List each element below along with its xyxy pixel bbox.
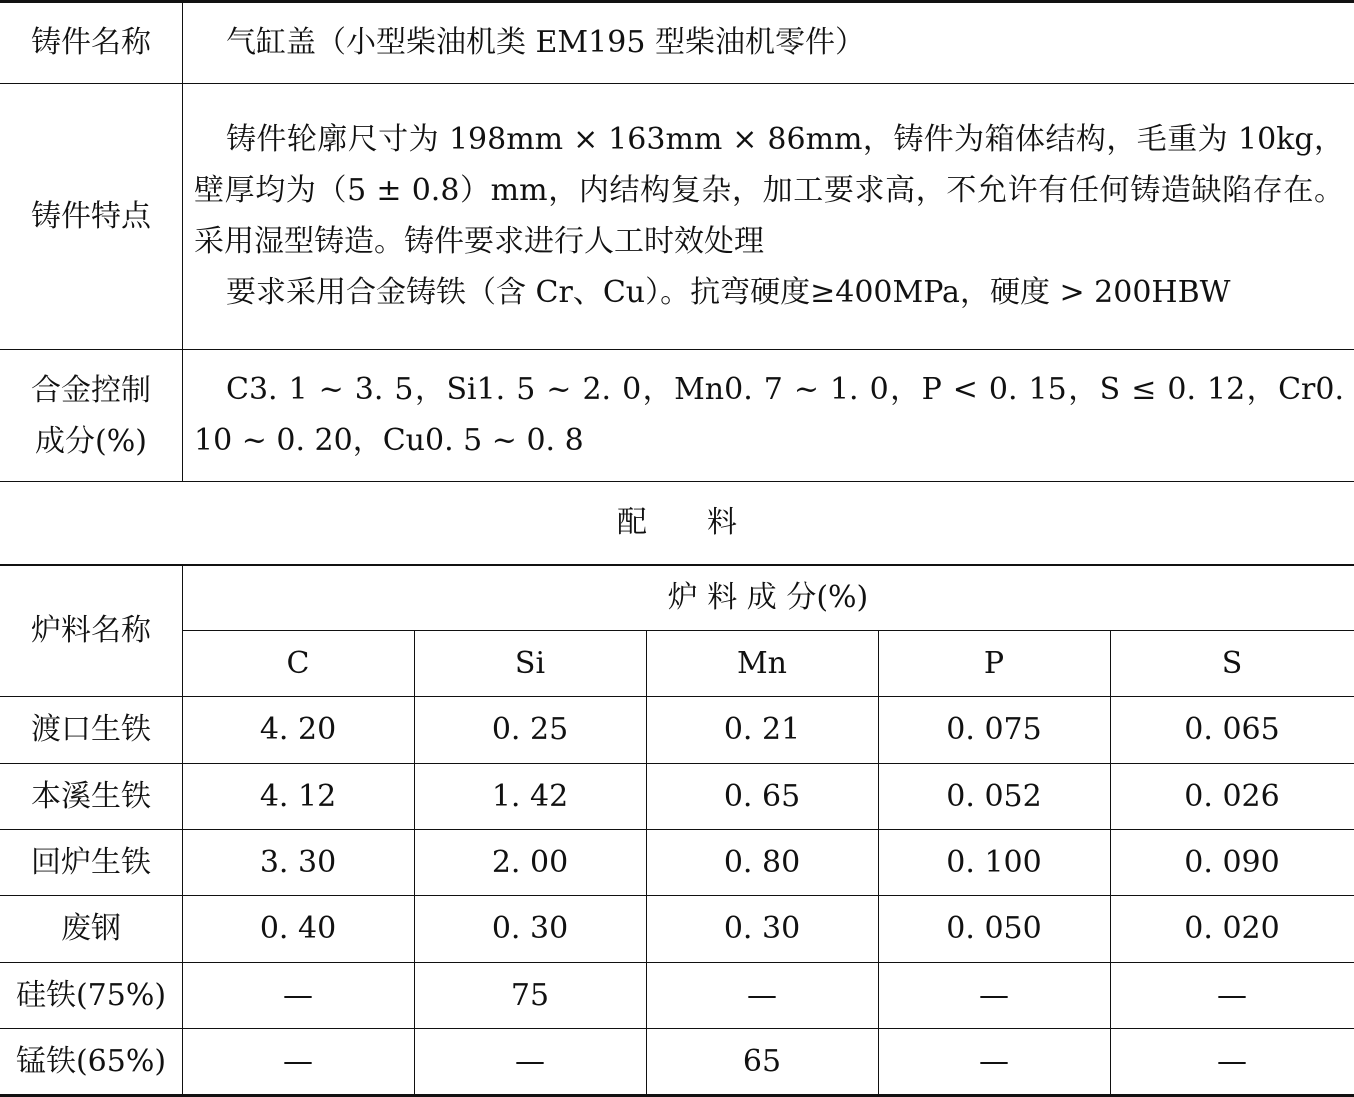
cell-c: — <box>283 977 313 1013</box>
cell-c: 4. 12 <box>259 778 337 814</box>
cell-mn: 65 <box>742 1043 782 1079</box>
charge-name-header: 炉料名称 <box>31 613 151 648</box>
cell-mn: 0. 80 <box>723 844 801 880</box>
row-name: 回炉生铁 <box>31 844 151 880</box>
casting-name-label: 铸件名称 <box>31 25 151 60</box>
alloy-value-text: C3. 1 ~ 3. 5，Si1. 5 ~ 2. 0，Mn0. 7 ~ 1. 0，P < 0. 15，S ≤ 0. 12，Cr0. 10 ~ 0. 20，Cu0. 5 ~ 0. 8 <box>194 372 1344 458</box>
cell-c: — <box>283 1043 313 1079</box>
rule-after-name <box>0 83 1354 84</box>
cell-p: 0. 052 <box>946 778 1042 814</box>
features-label: 铸件特点 <box>31 198 151 234</box>
cell-s: 0. 090 <box>1184 844 1280 880</box>
casting-name-value: 气缸盖（小型柴油机类 EM195 型柴油机零件） <box>226 25 865 60</box>
cell-si: 1. 42 <box>491 778 569 814</box>
alloy-label <box>0 350 182 481</box>
col-header-c: C <box>286 645 310 681</box>
cell-c: 4. 20 <box>259 712 337 747</box>
cell-s: 0. 020 <box>1184 911 1280 946</box>
cell-s: — <box>1217 977 1247 1013</box>
cell-p: 0. 075 <box>946 712 1042 747</box>
cell-mn: 0. 30 <box>723 911 801 946</box>
cell-s: 0. 065 <box>1184 712 1280 747</box>
cell-mn: — <box>747 977 777 1013</box>
cell-p: 0. 050 <box>946 911 1042 946</box>
cell-si: 75 <box>510 977 550 1013</box>
features-paragraph-1: 铸件轮廓尺寸为 198mm × 163mm × 86mm，铸件为箱体结构，毛重为 10kg，壁厚均为（5 ± 0.8）mm，内结构复杂，加工要求高，不允许有任何铸造缺陷存在。采用湿型铸造。铸件要求进行人工时效处理 <box>194 122 1344 259</box>
cell-p: — <box>979 1043 1009 1079</box>
row-name: 废钢 <box>61 911 121 946</box>
col-header-si: Si <box>514 645 546 681</box>
cell-c: 0. 40 <box>259 911 337 946</box>
cell-p: — <box>979 977 1009 1013</box>
row-name: 锰铁(65%) <box>15 1043 167 1079</box>
cell-s: — <box>1217 1043 1247 1079</box>
cell-c: 3. 30 <box>259 844 337 880</box>
section-title: 配 料 <box>617 505 737 540</box>
cell-mn: 0. 21 <box>723 712 801 747</box>
label-divider-top <box>182 0 183 481</box>
cell-mn: 0. 65 <box>723 778 801 814</box>
col-header-p: P <box>983 645 1005 681</box>
alloy-label-line-2: 成分(%) <box>35 423 147 459</box>
features-paragraph-2: 要求采用合金铸铁（含 Cr、Cu）。抗弯硬度≥400MPa，硬度 > 200HBW <box>226 275 1231 310</box>
features-text <box>194 114 1344 318</box>
col-header-s: S <box>1221 645 1243 681</box>
cell-si: 2. 00 <box>491 844 569 880</box>
cell-p: 0. 100 <box>946 844 1042 880</box>
cell-si: — <box>515 1043 545 1079</box>
cell-si: 0. 25 <box>491 712 569 747</box>
alloy-value <box>194 364 1344 466</box>
alloy-label-line-1: 合金控制 <box>31 372 151 408</box>
rule-after-features <box>0 349 1354 350</box>
cell-s: 0. 026 <box>1184 778 1280 814</box>
col-header-mn: Mn <box>736 645 788 681</box>
composition-header: 炉 料 成 分(%) <box>667 580 869 615</box>
row-name: 本溪生铁 <box>31 778 151 814</box>
row-name: 硅铁(75%) <box>15 977 167 1013</box>
row-name: 渡口生铁 <box>31 712 151 747</box>
cell-si: 0. 30 <box>491 911 569 946</box>
